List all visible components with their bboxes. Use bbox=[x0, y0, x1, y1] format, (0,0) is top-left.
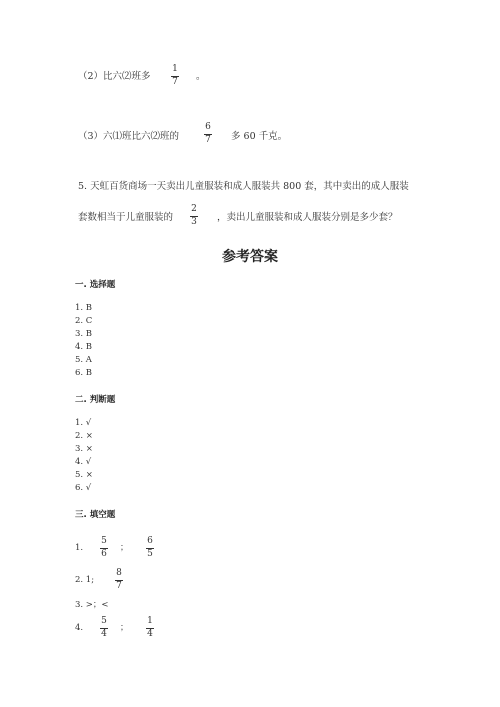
question-5-line1: 5. 天虹百货商场一天卖出儿童服装和成人服装共 800 套，其中卖出的成人服装 bbox=[78, 181, 409, 192]
section-3-heading: 三. 填空题 bbox=[75, 510, 116, 520]
question-3-text: （3）六⑴班比六⑵班的 bbox=[78, 131, 180, 142]
fraction-denominator: 7 bbox=[116, 581, 122, 591]
list-item: 3. × bbox=[75, 444, 93, 454]
fraction-denominator: 7 bbox=[205, 135, 211, 145]
answer-4-fraction-1 bbox=[100, 617, 108, 639]
answer-4-label: 4. bbox=[75, 623, 84, 633]
answer-1-label: 1. bbox=[75, 543, 84, 553]
question-2-tail: 。 bbox=[196, 71, 206, 82]
fraction-numerator: 5 bbox=[101, 536, 107, 546]
answer-3-text: 3. >；< bbox=[75, 600, 109, 610]
fraction-numerator: 8 bbox=[116, 568, 122, 578]
list-item: 1. B bbox=[75, 303, 93, 313]
section-1-heading: 一. 选择题 bbox=[75, 280, 116, 290]
list-item: 4. √ bbox=[75, 457, 92, 467]
list-item: 4. B bbox=[75, 342, 93, 352]
answer-4-fraction-2 bbox=[146, 617, 154, 639]
fraction-denominator: 3 bbox=[191, 217, 197, 227]
section-2-heading: 二. 判断题 bbox=[75, 395, 116, 405]
question-3-tail: 多 60 千克。 bbox=[231, 131, 288, 142]
list-item: 6. B bbox=[75, 368, 93, 378]
fraction-denominator: 7 bbox=[172, 77, 178, 87]
section-2-list bbox=[75, 417, 93, 495]
answer-1-fraction-1 bbox=[100, 537, 108, 559]
list-item: 5. × bbox=[75, 470, 93, 480]
answer-2-fraction bbox=[115, 569, 123, 591]
question-3-fraction bbox=[204, 123, 212, 145]
answer-1-separator: ； bbox=[120, 543, 129, 553]
fraction-denominator: 4 bbox=[101, 629, 107, 639]
question-2-text: （2）比六⑵班多 bbox=[78, 71, 151, 82]
fraction-denominator: 6 bbox=[101, 549, 107, 559]
answer-1-fraction-2 bbox=[146, 537, 154, 559]
list-item: 3. B bbox=[75, 329, 93, 339]
fraction-numerator: 1 bbox=[172, 64, 178, 74]
list-item: 2. × bbox=[75, 431, 93, 441]
question-5-fraction bbox=[190, 205, 198, 227]
section-1-list bbox=[75, 302, 92, 380]
list-item: 1. √ bbox=[75, 418, 92, 428]
fraction-denominator: 4 bbox=[147, 629, 153, 639]
list-item: 6. √ bbox=[75, 483, 92, 493]
fraction-numerator: 6 bbox=[205, 122, 211, 132]
question-5-line2-pre: 套数相当于儿童服装的 bbox=[78, 212, 174, 223]
fraction-denominator: 5 bbox=[147, 549, 153, 559]
fraction-numerator: 1 bbox=[147, 616, 153, 626]
answer-title: 参考答案 bbox=[222, 249, 278, 265]
question-5-line2-post: ，卖出儿童服装和成人服装分别是多少套？ bbox=[217, 212, 398, 223]
fraction-numerator: 2 bbox=[191, 204, 197, 214]
answer-4-separator: ； bbox=[120, 623, 129, 633]
fraction-numerator: 5 bbox=[101, 616, 107, 626]
list-item: 2. C bbox=[75, 316, 93, 326]
list-item: 5. A bbox=[75, 355, 92, 365]
answer-2-label: 2. 1; bbox=[75, 575, 95, 585]
fraction-numerator: 6 bbox=[147, 536, 153, 546]
question-2-fraction bbox=[171, 65, 179, 87]
